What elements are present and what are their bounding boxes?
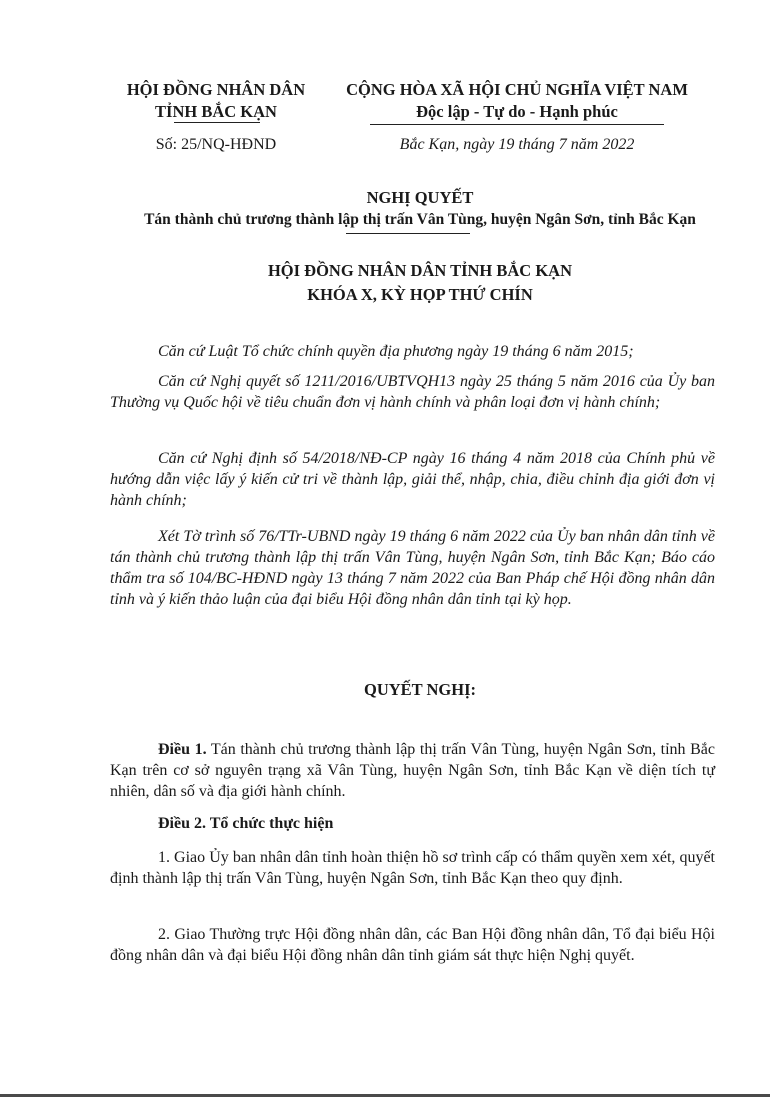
article-1-label: Điều 1. bbox=[158, 741, 207, 758]
nation-name: CỘNG HÒA XÃ HỘI CHỦ NGHĨA VIỆT NAM bbox=[346, 80, 688, 99]
council-name: HỘI ĐỒNG NHÂN DÂN TỈNH BẮC KẠN bbox=[267, 261, 573, 280]
article-2-heading: Điều 2. Tổ chức thực hiện bbox=[158, 815, 334, 832]
article-1 bbox=[110, 739, 715, 802]
issuer-line-2: TỈNH BẮC KẠN bbox=[155, 102, 277, 121]
article-2-item: 1. Giao Ủy ban nhân dân tỉnh hoàn thiện hồ sơ trình cấp có thẩm quyền xem xét, quyết định thành lập thị trấn Vân Tùng, huyện Ngân Sơn, tỉnh Bắc Kạn theo quy định. bbox=[110, 849, 715, 887]
issuer-line-1: HỘI ĐỒNG NHÂN DÂN bbox=[126, 80, 306, 99]
article-1-text: Tán thành chủ trương thành lập thị trấn Vân Tùng, huyện Ngân Sơn, tỉnh Bắc Kạn trên cơ sở nguyên trạng xã Vân Tùng, huyện Ngân Sơn, tỉnh Bắc Kạn về diện tích tự nhiên, dân số và địa giới hành chính. bbox=[110, 741, 716, 800]
preamble-item: Căn cứ Nghị định số 54/2018/NĐ-CP ngày 16 tháng 4 năm 2018 của Chính phủ về hướng dẫn việc lấy ý kiến cử tri về thành lập, giải thể, nhập, chia, điều chỉnh địa giới đơn vị hành chính; bbox=[110, 450, 715, 509]
article-2-item: 2. Giao Thường trực Hội đồng nhân dân, các Ban Hội đồng nhân dân, Tổ đại biểu Hội đồng nhân dân và đại biểu Hội đồng nhân dân tỉnh giám sát thực hiện Nghị quyết. bbox=[110, 926, 715, 964]
motto-underline bbox=[370, 124, 664, 125]
document-number: Số: 25/NQ-HĐND bbox=[155, 136, 277, 153]
national-motto: Độc lập - Tự do - Hạnh phúc bbox=[416, 102, 618, 121]
issuer-block bbox=[110, 79, 322, 123]
decision-heading: QUYẾT NGHỊ: bbox=[363, 680, 476, 699]
document-subject: Tán thành chủ trương thành lập thị trấn Vân Tùng, huyện Ngân Sơn, tỉnh Bắc Kạn bbox=[144, 211, 696, 228]
preamble-item: Xét Tờ trình số 76/TTr-UBND ngày 19 tháng 6 năm 2022 của Ủy ban nhân dân tỉnh về tán thành chủ trương thành lập thị trấn Vân Tùng, huyện Ngân Sơn, tỉnh Bắc Kạn; Báo cáo thẩm tra số 104/BC-HĐND ngày 13 tháng 7 năm 2022 của Ban Pháp chế Hội đồng nhân dân tỉnh và ý kiến thảo luận của đại biểu Hội đồng nhân dân tỉnh tại kỳ họp. bbox=[110, 528, 715, 608]
place-date: Bắc Kạn, ngày 19 tháng 7 năm 2022 bbox=[399, 136, 635, 153]
preamble-item: Căn cứ Luật Tổ chức chính quyền địa phương ngày 19 tháng 6 năm 2015; bbox=[158, 343, 634, 360]
session-name: KHÓA X, KỲ HỌP THỨ CHÍN bbox=[307, 285, 533, 304]
issuer-underline bbox=[174, 122, 260, 123]
preamble-item: Căn cứ Nghị quyết số 1211/2016/UBTVQH13 ngày 25 tháng 5 năm 2016 của Ủy ban Thường vụ Quốc hội về tiêu chuẩn đơn vị hành chính và phân loại đơn vị hành chính; bbox=[110, 373, 715, 411]
document-type: NGHỊ QUYẾT bbox=[366, 188, 474, 207]
subject-underline bbox=[346, 233, 470, 234]
nation-block bbox=[322, 79, 712, 123]
